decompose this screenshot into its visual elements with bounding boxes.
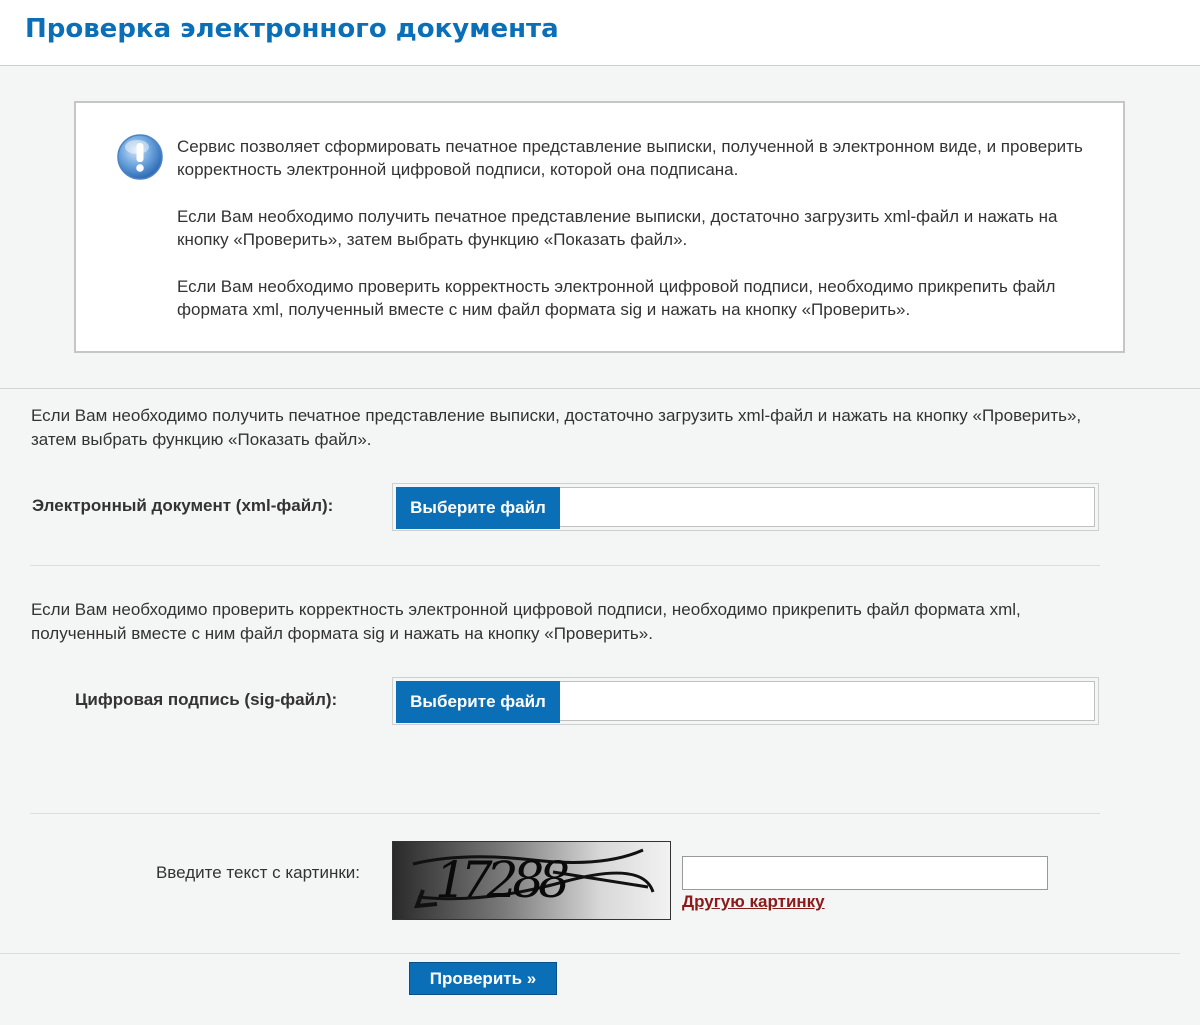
captcha-input[interactable] [682,856,1048,890]
page-title: Проверка электронного документа [25,14,559,44]
captcha-text: 17288 [435,851,565,909]
info-paragraph: Если Вам необходимо проверить корректность электронной цифровой подписи, необходимо прикрепить файл формата xml, полученный вместе с ним файл формата sig и нажать на кнопку «Проверить». [177,277,1056,319]
exclamation-circle-icon [116,133,164,181]
captcha-graphic [393,842,671,920]
section-divider [0,388,1200,389]
xml-file-name-area[interactable] [396,487,1095,527]
sig-file-name-area[interactable] [396,681,1095,721]
divider [30,565,1100,566]
divider [0,953,1180,954]
sig-file-input[interactable] [392,677,1099,725]
divider [30,813,1100,814]
captcha-refresh-link[interactable]: Другую картинку [682,892,825,911]
info-paragraph: Если Вам необходимо получить печатное представление выписки, достаточно загрузить xml-файл и нажать на кнопку «Проверить», затем выбрать функцию «Показать файл». [177,207,1058,249]
xml-file-input[interactable] [392,483,1099,531]
info-box [74,101,1125,353]
info-text [177,135,1107,345]
submit-button[interactable]: Проверить » [409,962,557,995]
captcha-image [392,841,671,920]
xml-choose-file-button[interactable]: Выберите файл [396,487,560,529]
captcha-label: Введите текст с картинки: [155,863,360,882]
info-paragraph: Сервис позволяет сформировать печатное представление выписки, полученной в электронном виде, и проверить корректность электронной цифровой подписи, которой она подписана. [177,137,1083,179]
xml-description: Если Вам необходимо получить печатное представление выписки, достаточно загрузить xml-файл и нажать на кнопку «Проверить», затем выбрать функцию «Показать файл». [31,406,1082,449]
page-header [0,0,1200,66]
sig-choose-file-button[interactable]: Выберите файл [396,681,560,723]
sig-field-label: Цифровая подпись (sig-файл): [75,690,338,709]
xml-field-label: Электронный документ (xml-файл): [32,496,334,515]
sig-description: Если Вам необходимо проверить корректность электронной цифровой подписи, необходимо прикрепить файл формата xml, полученный вместе с ним файл формата sig и нажать на кнопку «Проверить». [31,600,1021,643]
